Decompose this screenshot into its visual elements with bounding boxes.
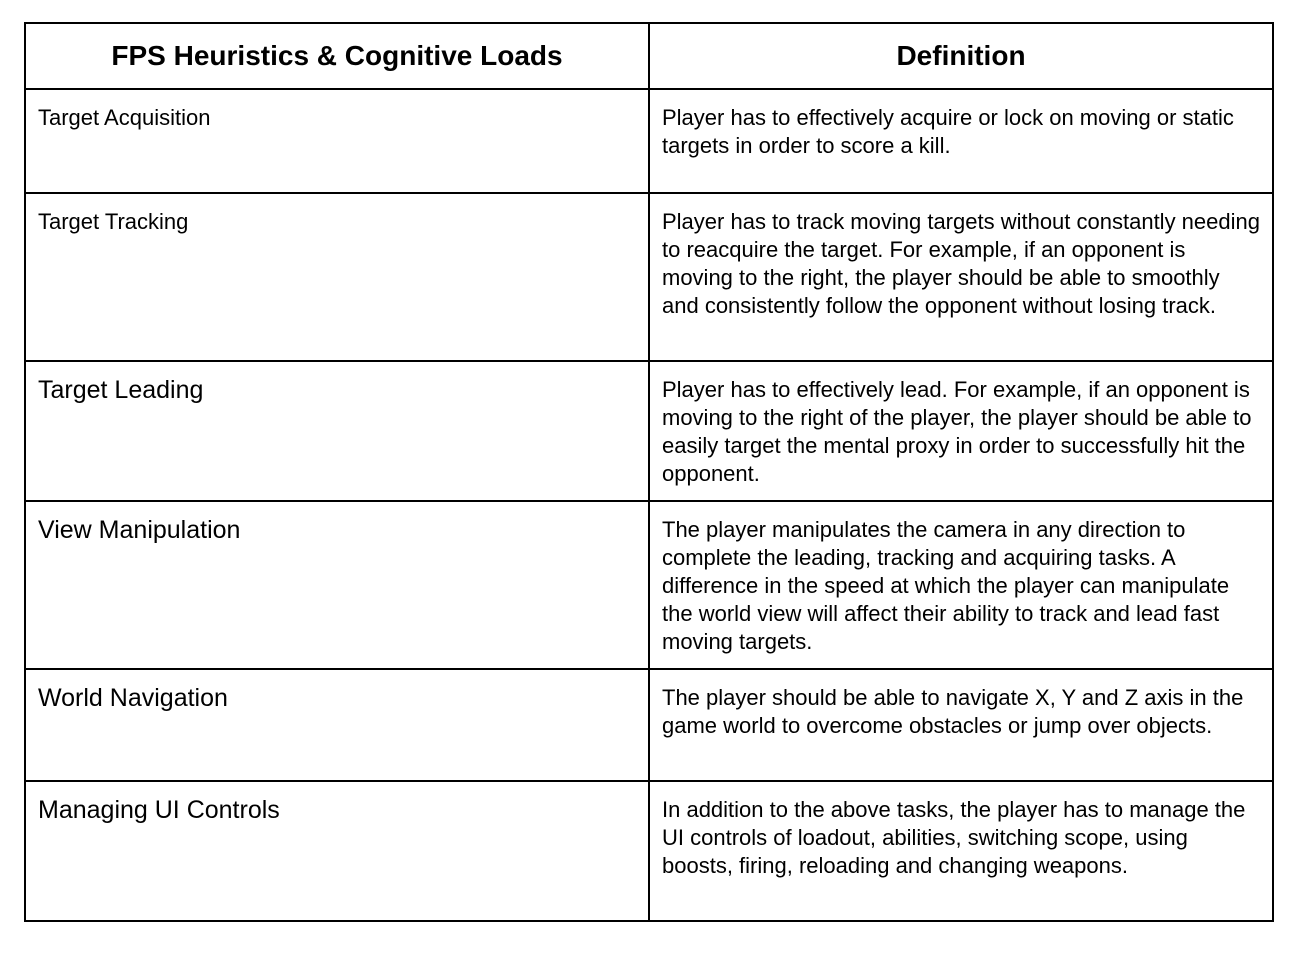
table-row xyxy=(25,89,1273,193)
heuristics-table xyxy=(24,22,1274,922)
definition-cell: The player should be able to navigate X, Y and Z axis in the game world to overcome obstacles or jump over objects. xyxy=(649,669,1273,781)
heuristic-cell: World Navigation xyxy=(25,669,649,781)
header-definition: Definition xyxy=(649,23,1273,89)
heuristic-cell: Target Leading xyxy=(25,361,649,501)
definition-cell: Player has to track moving targets without constantly needing to reacquire the target. For example, if an opponent is moving to the right, the player should be able to smoothly and consistently follow the opponent without losing track. xyxy=(649,193,1273,361)
definition-cell: The player manipulates the camera in any direction to complete the leading, tracking and acquiring tasks. A difference in the speed at which the player can manipulate the world view will affect their ability to track and lead fast moving targets. xyxy=(649,501,1273,669)
heuristic-cell: View Manipulation xyxy=(25,501,649,669)
definition-cell: Player has to effectively acquire or lock on moving or static targets in order to score a kill. xyxy=(649,89,1273,193)
header-heuristics: FPS Heuristics & Cognitive Loads xyxy=(25,23,649,89)
definition-cell: Player has to effectively lead. For example, if an opponent is moving to the right of the player, the player should be able to easily target the mental proxy in order to successfully hit the opponent. xyxy=(649,361,1273,501)
table-row xyxy=(25,361,1273,501)
table-row xyxy=(25,669,1273,781)
table-row xyxy=(25,193,1273,361)
table-row xyxy=(25,501,1273,669)
heuristic-cell: Target Tracking xyxy=(25,193,649,361)
heuristic-cell: Target Acquisition xyxy=(25,89,649,193)
table-row xyxy=(25,781,1273,921)
definition-cell: In addition to the above tasks, the player has to manage the UI controls of loadout, abilities, switching scope, using boosts, firing, reloading and changing weapons. xyxy=(649,781,1273,921)
heuristic-cell: Managing UI Controls xyxy=(25,781,649,921)
table-header-row xyxy=(25,23,1273,89)
